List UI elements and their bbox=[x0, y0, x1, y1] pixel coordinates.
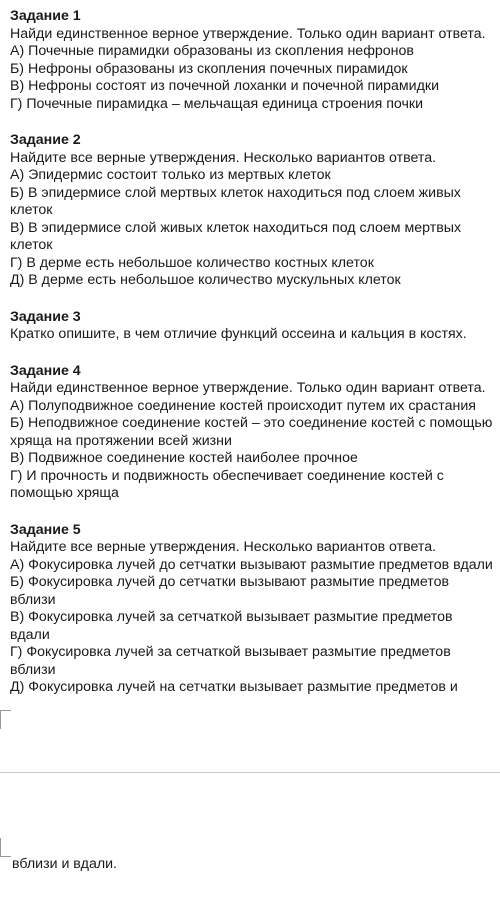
answer-option: Г) И прочность и подвижность обеспечивает соединение костей с помощью хряща bbox=[10, 467, 444, 501]
continued-text: вблизи и вдали. bbox=[12, 856, 117, 872]
task-2 bbox=[10, 132, 496, 290]
answer-option: В) Фокусировка лучей за сетчаткой вызывает размытие предметов вдали bbox=[10, 609, 453, 643]
answer-option: Г) Фокусировка лучей за сетчаткой вызывает размытие предметов вблизи bbox=[10, 644, 451, 678]
answer-option: Б) Неподвижное соединение костей – это соединение костей с помощью хряща на протяжении всей жизни bbox=[10, 415, 493, 449]
answer-option: Б) Фокусировка лучей до сетчатки вызывают размытие предметов вблизи bbox=[10, 574, 450, 608]
task-instruction: Найдите все верные утверждения. Несколько вариантов ответа. bbox=[10, 539, 437, 555]
task-instruction: Найдите все верные утверждения. Несколько вариантов ответа. bbox=[10, 149, 437, 166]
answer-option: А) Полуподвижное соединение костей происходит путем их срастания bbox=[10, 397, 476, 414]
task-instruction: Найди единственное верное утверждение. Только один вариант ответа. bbox=[10, 380, 486, 396]
task-instruction: Найди единственное верное утверждение. Только один вариант ответа. bbox=[10, 25, 486, 42]
answer-option: Г) Почечные пирамидка – мельчащая единица строения почки bbox=[10, 95, 424, 112]
document-content bbox=[10, 8, 496, 716]
task-instruction: Кратко опишите, в чем отличие функций оссеина и кальция в костях. bbox=[10, 326, 467, 342]
page-break-divider bbox=[0, 772, 500, 773]
task-1 bbox=[10, 8, 496, 113]
answer-option: Д) В дерме есть небольшое количество мускульных клеток bbox=[10, 272, 401, 288]
task-4 bbox=[10, 363, 496, 503]
answer-option: Д) Фокусировка лучей на сетчатки вызывает размытие предметов и bbox=[10, 679, 458, 695]
task-title: Задание 3 bbox=[10, 308, 81, 325]
answer-option: В) Подвижное соединение костей наиболее прочное bbox=[10, 450, 358, 466]
answer-option: А) Почечные пирамидки образованы из скопления нефронов bbox=[10, 43, 414, 59]
answer-option: А) Фокусировка лучей до сетчатки вызывают размытие предметов вдали bbox=[10, 556, 493, 573]
answer-option: В) Нефроны состоят из почечной лоханки и почечной пирамидки bbox=[10, 78, 440, 94]
answer-option: А) Эпидермис состоит только из мертвых клеток bbox=[10, 167, 331, 183]
task-title: Задание 5 bbox=[10, 521, 81, 538]
answer-option: В) В эпидермисе слой живых клеток находиться под слоем мертвых клеток bbox=[10, 219, 462, 253]
answer-option: Б) Нефроны образованы из скопления почечных пирамидок bbox=[10, 60, 408, 77]
answer-option: Б) В эпидермисе слой мертвых клеток находиться под слоем живых клеток bbox=[10, 184, 461, 218]
page-corner-mark bbox=[0, 838, 11, 857]
task-title: Задание 1 bbox=[10, 8, 81, 24]
task-title: Задание 4 bbox=[10, 362, 81, 379]
answer-option: Г) В дерме есть небольшое количество костных клеток bbox=[10, 254, 374, 271]
page-corner-mark bbox=[0, 710, 11, 729]
task-3 bbox=[10, 309, 496, 344]
task-5 bbox=[10, 522, 496, 697]
task-title: Задание 2 bbox=[10, 132, 81, 148]
